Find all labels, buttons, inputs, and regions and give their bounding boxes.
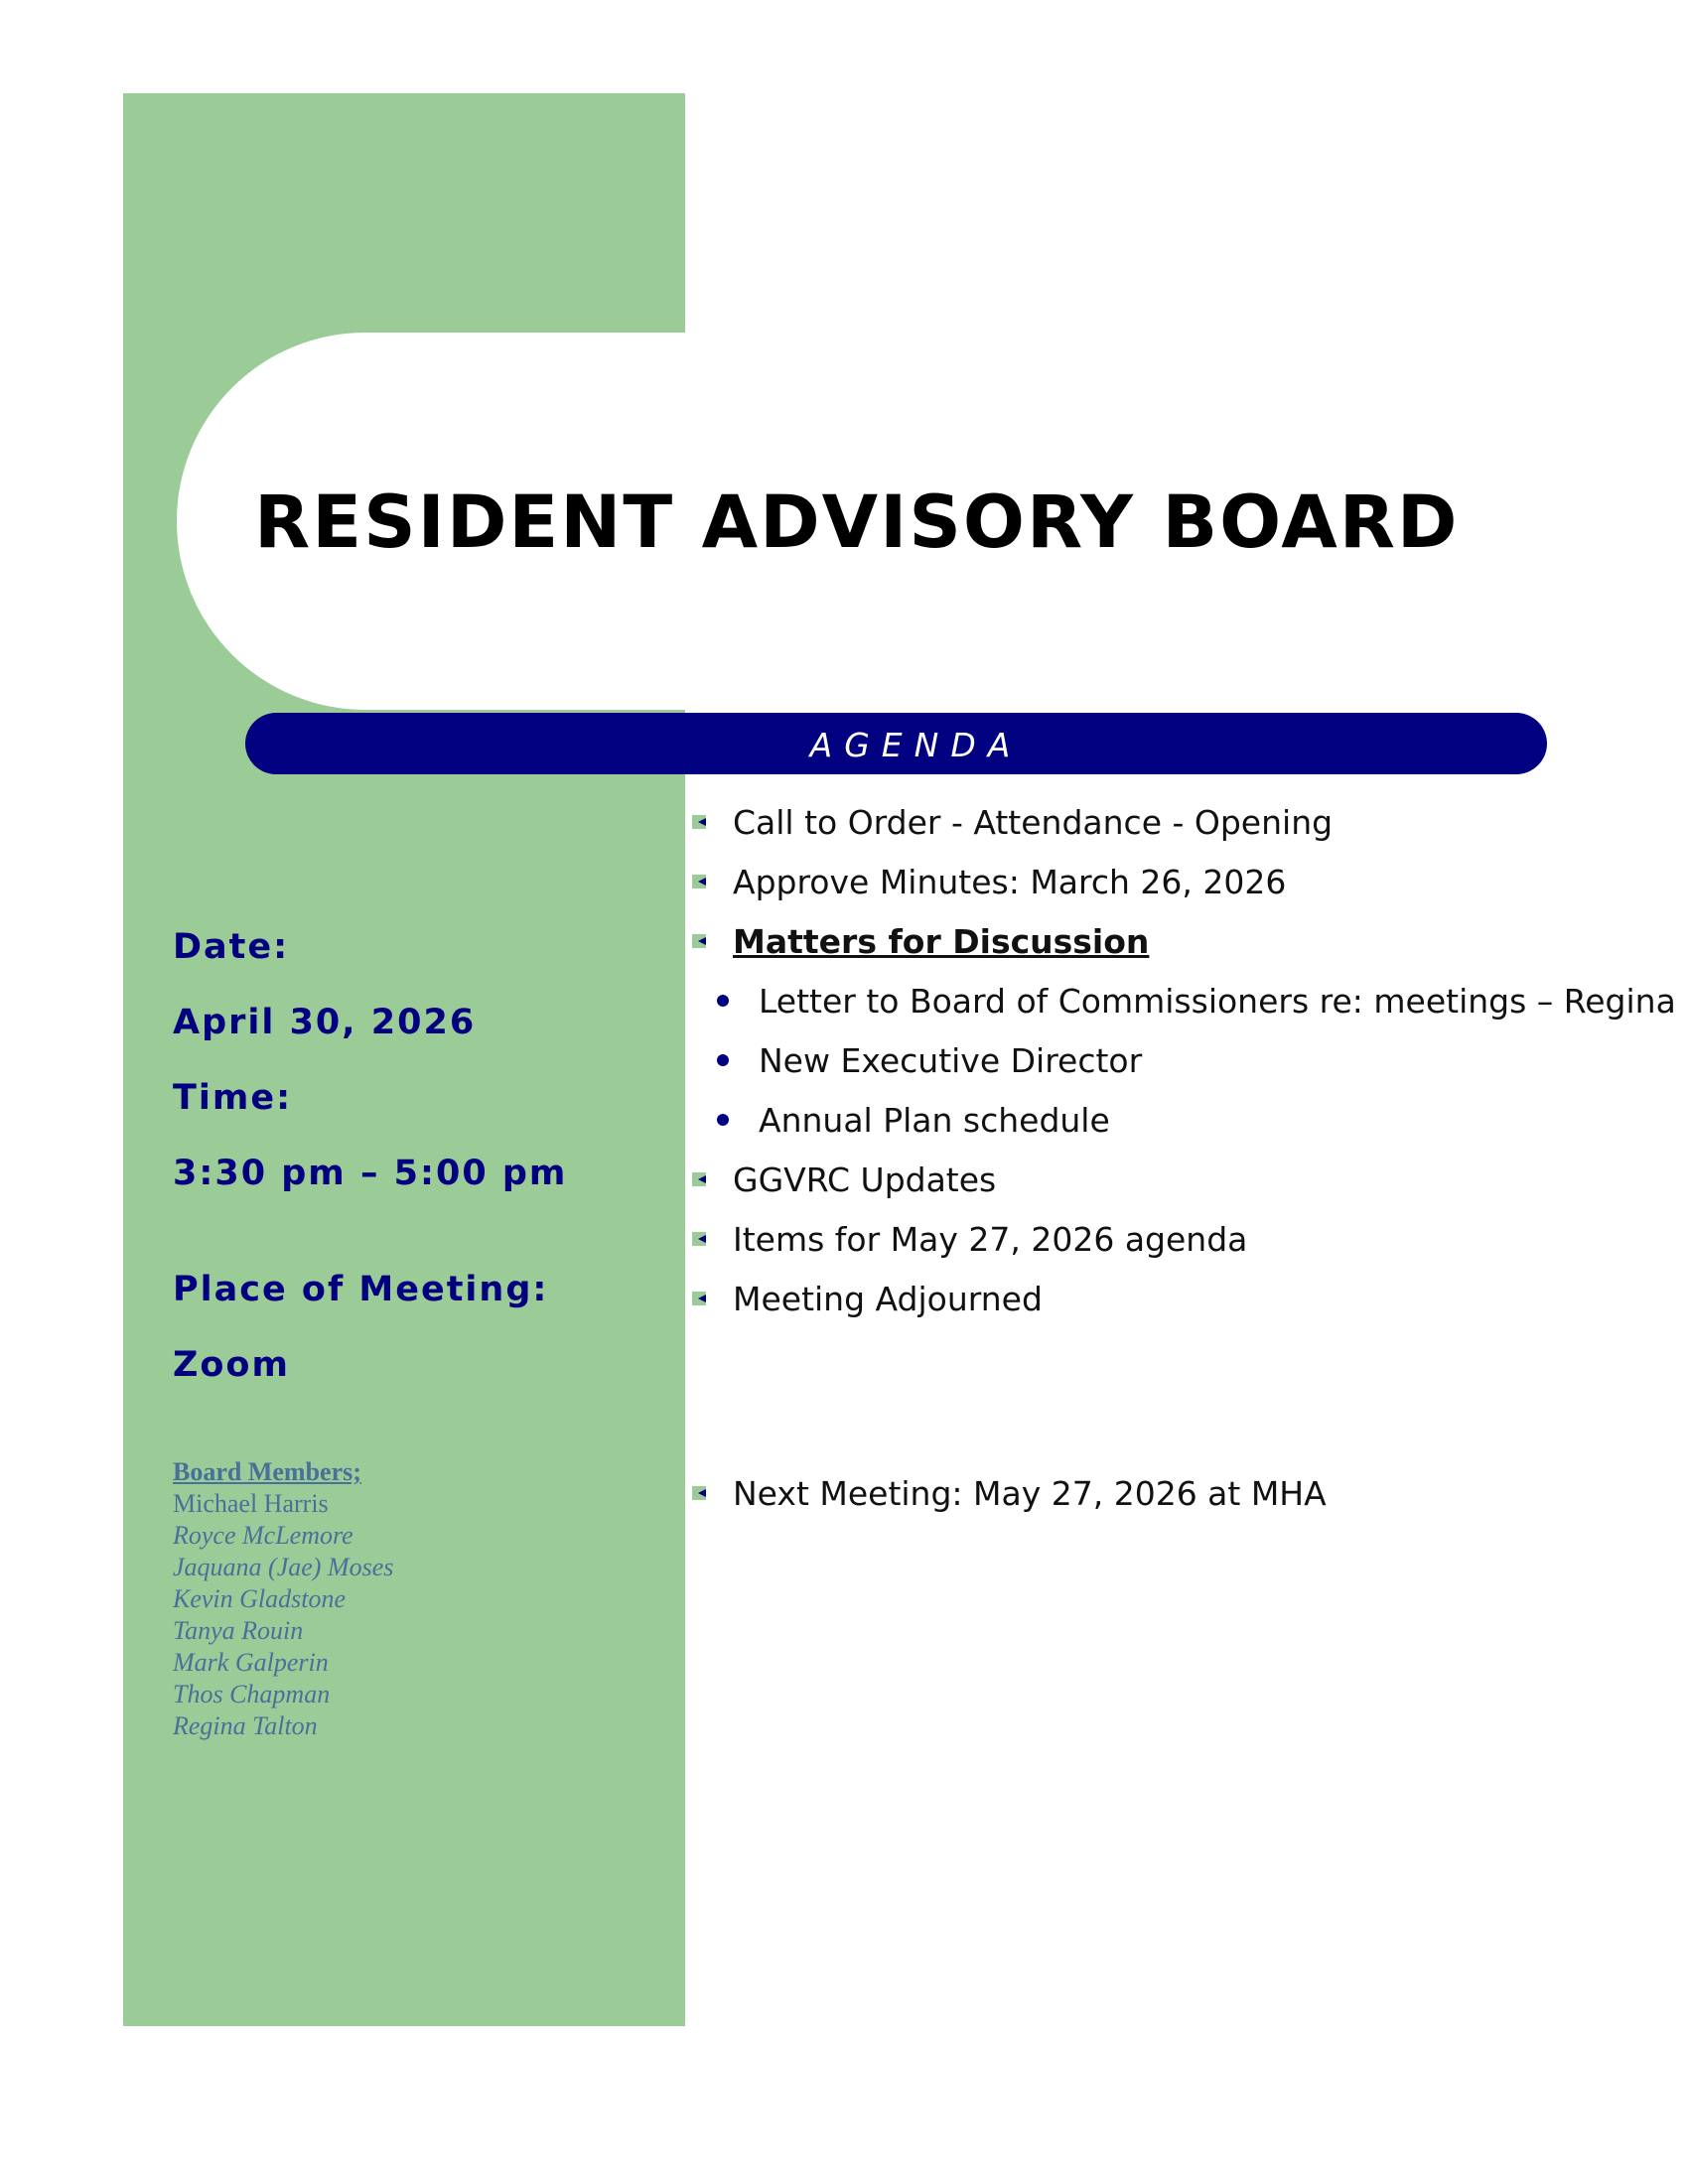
discussion-item bbox=[717, 981, 1676, 1021]
place-value: Zoom bbox=[173, 1345, 290, 1385]
discussion-item-label: Letter to Board of Commissioners re: meetings – Regina bbox=[759, 981, 1676, 1021]
member-name: Mark Galperin bbox=[173, 1648, 329, 1677]
agenda-item-label: Approve Minutes: March 26, 2026 bbox=[733, 862, 1287, 901]
discussion-item-label: Annual Plan schedule bbox=[759, 1100, 1110, 1140]
discussion-item bbox=[717, 1040, 1142, 1080]
board-members-list bbox=[173, 1488, 393, 1742]
member-name: Michael Harris bbox=[173, 1489, 329, 1518]
agenda-item-call-to-order bbox=[692, 802, 1333, 842]
bullet-dot-icon bbox=[717, 995, 729, 1007]
agenda-item-ggvrc-updates bbox=[692, 1160, 996, 1199]
agenda-item-next-agenda bbox=[692, 1219, 1247, 1259]
agenda-item-matters-for-discussion bbox=[692, 921, 1149, 961]
time-label: Time: bbox=[173, 1078, 293, 1118]
board-members-heading: Board Members; bbox=[173, 1457, 361, 1486]
square-bullet-icon bbox=[692, 1172, 706, 1186]
square-bullet-icon bbox=[692, 875, 706, 888]
member-name: Kevin Gladstone bbox=[173, 1584, 347, 1613]
square-bullet-icon bbox=[692, 1292, 706, 1305]
discussion-item-label: New Executive Director bbox=[759, 1040, 1143, 1080]
page-title: RESIDENT ADVISORY BOARD bbox=[254, 480, 1460, 565]
time-value: 3:30 pm – 5:00 pm bbox=[173, 1154, 568, 1193]
agenda-item-label: Items for May 27, 2026 agenda bbox=[733, 1219, 1248, 1259]
agenda-item-label: Meeting Adjourned bbox=[733, 1279, 1043, 1318]
square-bullet-icon bbox=[692, 1486, 706, 1500]
discussion-item bbox=[717, 1100, 1110, 1140]
member-name: Tanya Rouin bbox=[173, 1616, 304, 1645]
bullet-dot-icon bbox=[717, 1054, 729, 1066]
agenda-bar bbox=[245, 713, 1547, 774]
member-name: Jaquana (Jae) Moses bbox=[173, 1553, 394, 1581]
agenda-item-label: Matters for Discussion bbox=[733, 921, 1150, 961]
square-bullet-icon bbox=[692, 1232, 706, 1246]
agenda-item-approve-minutes bbox=[692, 862, 1286, 901]
date-value: April 30, 2026 bbox=[173, 1003, 477, 1042]
agenda-item-next-meeting bbox=[692, 1473, 1327, 1513]
agenda-item-adjourned bbox=[692, 1279, 1043, 1318]
date-label: Date: bbox=[173, 927, 290, 967]
agenda-item-label: Next Meeting: May 27, 2026 at MHA bbox=[733, 1473, 1327, 1513]
square-bullet-icon bbox=[692, 934, 706, 948]
bullet-dot-icon bbox=[717, 1114, 729, 1126]
member-name: Royce McLemore bbox=[173, 1521, 353, 1550]
board-members bbox=[173, 1456, 393, 1742]
agenda-item-label: GGVRC Updates bbox=[733, 1160, 997, 1199]
place-label: Place of Meeting: bbox=[173, 1270, 549, 1309]
member-name: Thos Chapman bbox=[173, 1680, 331, 1708]
agenda-heading: AGENDA bbox=[809, 726, 1023, 764]
square-bullet-icon bbox=[692, 815, 706, 829]
member-name: Regina Talton bbox=[173, 1711, 318, 1740]
agenda-item-label: Call to Order - Attendance - Opening bbox=[733, 802, 1334, 842]
